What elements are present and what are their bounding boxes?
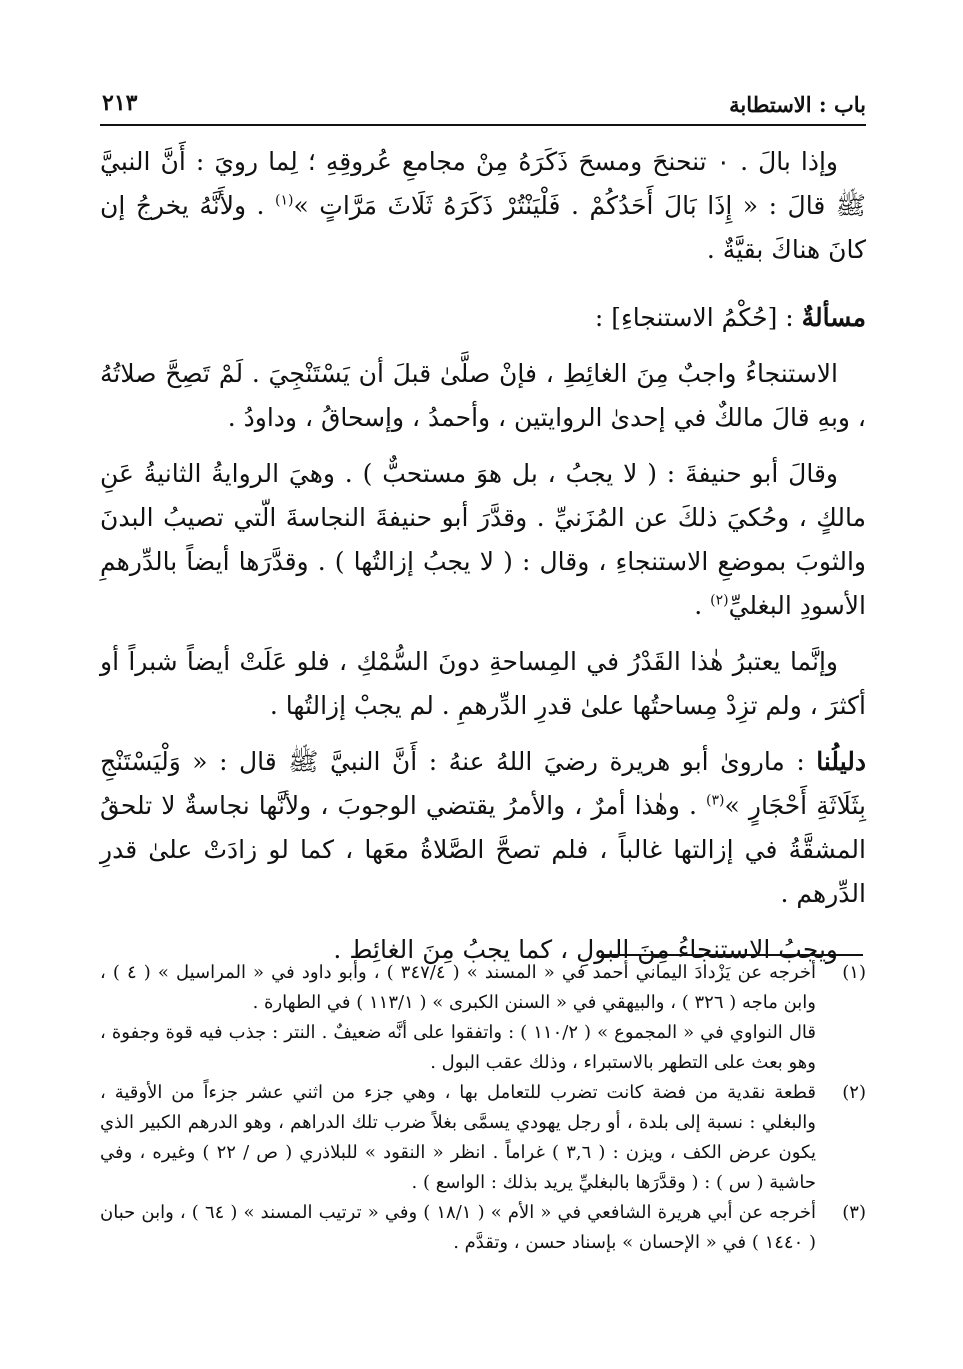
paragraph-4 [100,740,866,916]
opening-paragraph [100,140,866,272]
chapter-title: باب : الاستطابة [729,92,866,117]
paragraph-4-tail: . وهٰذا أمرٌ ، والأمرُ يقتضي الوجوبَ ، ولأنَّها نجاسةٌ لا تلحقُ المشقَّةُ في إزالتها غالباً ، فلم تصحَّ الصَّلاةُ معَها ، كما لو زادَتْ علىٰ قدرِ الدِّرهم . [100,791,866,908]
main-text [100,296,866,984]
paragraph-5: ويجبُ الاستنجاءُ مِنَ البولِ ، كما يجبُ مِنَ الغائِط . [333,935,838,964]
paragraph-1: الاستنجاءُ واجبٌ مِنَ الغائِطِ ، فإنْ صلَّىٰ قبلَ أن يَسْتَنْجِيَ . لَمْ تَصِحَّ صلاتُهُ ، وبهِ قالَ مالكٌ في إحدىٰ الروايتين ، وأحمدُ ، وإسحاقُ ، وداودُ . [100,359,866,432]
footnote-line: قال النواوي في « المجموع » ( ١١٠/٢ ) : واتفقوا على أنَّه ضعيفٌ . النتر : جذب فيه قوة وجفوة ، وهو بعث على التطهر بالاستبراء ، وذلك عقب البول . [100,1022,817,1073]
paragraph-4-text: : ماروىٰ أبو هريرة رضيَ اللهُ عنهُ : أَنَّ النبيَّ ﷺ قال : « وَلْيَسْتَنْجِ بِثَلَاثَةِ أَحْجَارٍ » [100,747,866,820]
footnote-ref-2: (٢) [710,592,729,609]
footnote-2 [100,1078,866,1198]
footnote-line: أخرجه عن يَزْدادَ اليماني أحمد في « المسند » ( ٣٤٧/٤ ) ، وأبو داود في « المراسيل » ( ٤ ) ، وابن ماجه ( ٣٢٦ ) ، والبيهقي في « السنن الكبرى » ( ١١٣/١ ) في الطهارة . [100,962,816,1013]
paragraph-2-tail: . [694,591,711,620]
footnote-line: أخرجه عن أبي هريرة الشافعي في « الأم » ( ١٨/١ ) وفي « ترتيب المسند » ( ٦٤ ) ، وابن حبان ( ١٤٤٠ ) في « الإحسان » بإسناد حسن ، وتقدَّم . [100,1202,817,1253]
paragraph-2 [100,452,866,628]
footnote-3 [100,1198,866,1258]
footnote-number: (٢) [842,1082,866,1103]
paragraph-3: وإنَّما يعتبرُ هٰذا القَدْرُ في المِساحةِ دونَ السُّمْكِ ، فلو عَلَتْ أيضاً شبراً أو أكثرَ ، ولم تزِدْ مِساحتُها علىٰ قدرِ الدِّرهمِ . لم يجبْ إزالتُها . [100,647,866,720]
footnote-number: (٣) [842,1202,866,1223]
opening-paragraph-text: وإذا بالَ . ٠ تنحنحَ ومسحَ ذَكَرَهُ مِنْ مجامعِ عُروقِهِ ؛ لِما رويَ : أَنَّ النبيَّ ﷺ قالَ : « إِذَا بَالَ أَحَدُكُمْ . فَلْيَنْتُرْ ذَكَرَهُ ثَلَاثَ مَرَّاتٍ » [100,147,866,220]
masala-label: مسألةٌ [801,303,866,332]
page-number: ٢١٣ [102,90,138,116]
page-header [100,88,866,126]
footnote-ref-1: (١) [275,192,294,209]
footnote-ref-3: (٣) [706,792,725,809]
opening-paragraph-block [100,140,866,284]
masala-title: : [حُكْمُ الاستنجاءِ] : [594,303,802,332]
footnote-divider [601,954,863,956]
masala-heading [100,296,866,340]
footnote-number: (١) [842,962,866,983]
footnotes [100,958,866,1258]
footnote-line: قطعة نقدية من فضة كانت تضرب للتعامل بها ، وهي جزء من اثني عشر جزءاً من الأوقية ، والبغلي : نسبة إلى بلدة ، أو رجل يهودي يسمَّى بغلاً ضرب تلك الدراهم ، وهو الدرهم الكبير الذي يكون عرض الكف ، ويزن : ( ٣,٦ ) غراماً . انظر « النقود » للبلاذري ( ص / ٢٢ ) وغيره ، وفي حاشية ( س ) : ( وقدَّرَها بالبغليِّ يريد بذلك : الواسع ) . [100,1082,816,1193]
dalil-label: دليلُنا [816,747,866,776]
footnote-1 [100,958,866,1078]
opening-paragraph-tail: . ولأَنَّهُ يخرجُ إن كانَ هناكَ بقيَّةٌ . [100,191,866,264]
paragraph-2-text: وقالَ أبو حنيفةَ : ( لا يجبُ ، بل هوَ مستحبٌّ ) . وهيَ الروايةُ الثانيةُ عَنِ مالكٍ ، وحُكيَ ذلكَ عن المُزَنيِّ . وقدَّرَ أبو حنيفةَ النجاسةَ الّتي تصيبُ البدنَ والثوبَ بموضعِ الاستنجاءِ ، وقال : ( لا يجبُ إزالتُها ) . وقدَّرَها أيضاً بالدِّرهمِ الأسودِ البغليِّ [100,459,866,620]
